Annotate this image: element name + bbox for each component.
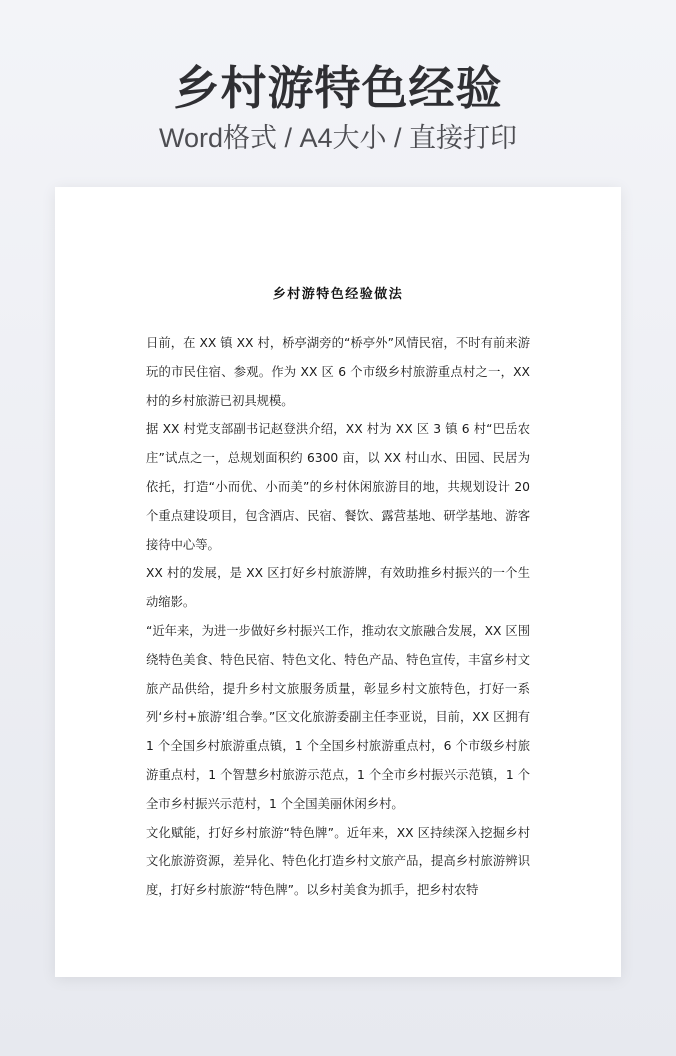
paragraph: 日前，在 XX 镇 XX 村，桥亭湖旁的“桥亭外”风情民宿，不时有前来游玩的市民住宿、参观。作为 XX 区 6 个市级乡村旅游重点村之一，XX 村的乡村旅游已初具规模。 (146, 336, 530, 408)
header (0, 58, 676, 156)
subtitle: Word格式 / A4大小 / 直接打印 (158, 123, 518, 153)
paragraph: XX 村的发展，是 XX 区打好乡村旅游牌，有效助推乡村振兴的一个生动缩影。 (146, 566, 530, 610)
paragraph: 据 XX 村党支部副书记赵登洪介绍，XX 村为 XX 区 3 镇 6 村“巴岳农庄”试点之一，总规划面积约 6300 亩，以 XX 村山水、田园、民居为依托，打造“小而优、小而美”的乡村休闲旅游目的地，共规划设计 20 个重点建设项目，包含酒店、民宿、餐饮、露营基地、研学基地、游客接待中心等。 (146, 422, 530, 552)
document-page (55, 187, 621, 977)
document-title: 乡村游特色经验做法 (272, 287, 404, 302)
paragraph: “近年来，为进一步做好乡村振兴工作，推动农文旅融合发展，XX 区围绕特色美食、特色民宿、特色文化、特色产品、特色宣传，丰富乡村文旅产品供给，提升乡村文旅服务质量，彰显乡村文旅特色，打好一系列‘乡村+旅游’组合拳。”区文化旅游委副主任李亚说，目前，XX 区拥有 1 个全国乡村旅游重点镇，1 个全国乡村旅游重点村，6 个市级乡村旅游重点村，1 个智慧乡村旅游示范点，1 个全市乡村振兴示范镇，1 个全市乡村振兴示范村，1 个全国美丽休闲乡村。 (146, 623, 530, 811)
document-body (146, 329, 530, 905)
main-title: 乡村游特色经验 (173, 61, 503, 115)
paragraph: 文化赋能，打好乡村旅游“特色牌”。近年来，XX 区持续深入挖掘乡村文化旅游资源，差异化、特色化打造乡村文旅产品，提高乡村旅游辨识度，打好乡村旅游“特色牌”。以乡村美食为抓手，把乡村农特 (146, 825, 530, 898)
